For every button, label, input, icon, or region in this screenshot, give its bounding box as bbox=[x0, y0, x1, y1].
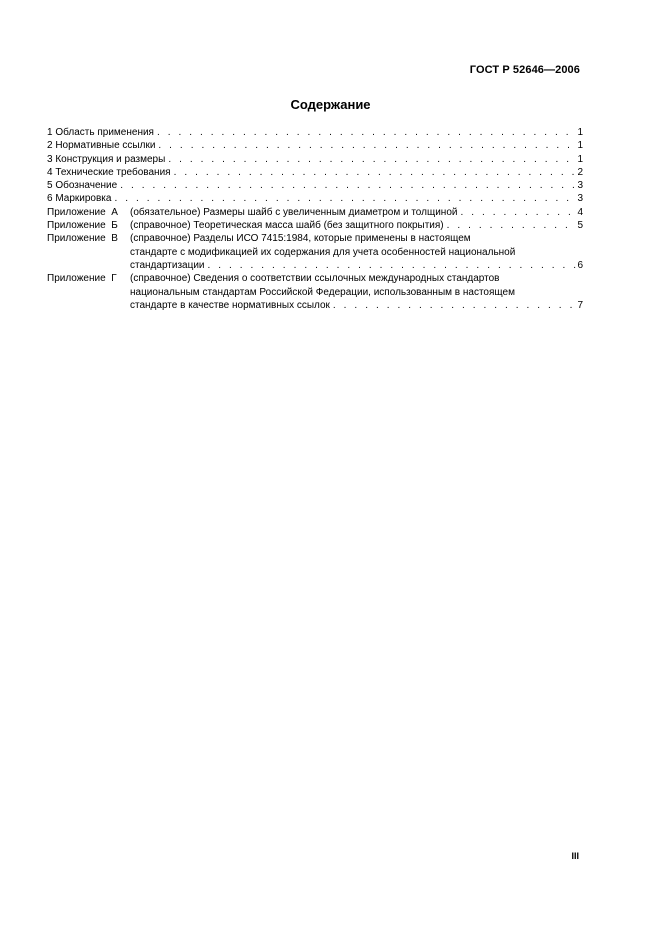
appendix-title-line: (справочное) Разделы ИСО 7415:1984, которые применены в настоящем bbox=[130, 233, 471, 245]
toc-entry-label: 5 Обозначение bbox=[47, 180, 118, 192]
toc-entry-appendix-a[interactable] bbox=[47, 206, 583, 219]
toc-entry-page: 6 bbox=[577, 259, 583, 271]
toc-entry-section-6[interactable] bbox=[47, 192, 583, 205]
toc-entry-section-5[interactable] bbox=[47, 179, 583, 192]
table-of-contents bbox=[47, 126, 583, 312]
toc-entry-label: 3 Конструкция и размеры bbox=[47, 153, 166, 165]
dot-leader bbox=[111, 192, 576, 205]
toc-entry-label: 4 Технические требования bbox=[47, 166, 171, 178]
dot-leader bbox=[330, 299, 577, 312]
toc-entry-label: 1 Область применения bbox=[47, 127, 154, 138]
dot-leader bbox=[155, 139, 576, 152]
appendix-title-line: стандарте в качестве нормативных ссылок bbox=[130, 299, 330, 311]
toc-entry-page: 1 bbox=[577, 153, 583, 165]
toc-entry-appendix-v[interactable] bbox=[47, 232, 583, 272]
toc-entry-page: 1 bbox=[577, 140, 583, 152]
toc-entry-section-3[interactable] bbox=[47, 153, 583, 166]
appendix-title: (обязательное) Размеры шайб с увеличенным диаметром и толщиной bbox=[130, 206, 458, 218]
page-folio: III bbox=[571, 851, 579, 861]
dot-leader bbox=[171, 166, 577, 179]
dot-leader bbox=[117, 179, 576, 192]
toc-entry-section-4[interactable] bbox=[47, 166, 583, 179]
appendix-prefix: Приложение Б bbox=[47, 220, 121, 232]
toc-entry-section-1[interactable] bbox=[47, 126, 583, 139]
toc-entry-page: 4 bbox=[577, 206, 583, 218]
toc-entry-page: 3 bbox=[577, 193, 583, 205]
toc-entry-label: 6 Маркировка bbox=[47, 193, 112, 205]
appendix-prefix: Приложение Г bbox=[47, 273, 120, 285]
dot-leader bbox=[457, 206, 576, 219]
appendix-prefix: Приложение В bbox=[47, 233, 121, 245]
toc-entry-page: 3 bbox=[577, 180, 583, 192]
toc-entry-page: 7 bbox=[577, 299, 583, 311]
appendix-title: (справочное) Теоретическая масса шайб (без защитного покрытия) bbox=[130, 220, 444, 232]
appendix-title-line: национальным стандартам Российской Федерации, использованным в настоящем bbox=[130, 286, 515, 298]
appendix-title-line: стандарте с модификацией их содержания для учета особенностей национальной bbox=[130, 246, 516, 258]
toc-entry-appendix-b[interactable] bbox=[47, 219, 583, 232]
appendix-title-line: стандартизации bbox=[130, 259, 205, 271]
appendix-prefix: Приложение А bbox=[47, 206, 121, 218]
toc-entry-page: 1 bbox=[577, 127, 583, 138]
dot-leader bbox=[165, 153, 576, 166]
standard-number: ГОСТ Р 52646—2006 bbox=[469, 64, 580, 76]
toc-entry-page: 2 bbox=[577, 166, 583, 178]
appendix-title-line: (справочное) Сведения о соответствии ссылочных международных стандартов bbox=[130, 273, 500, 285]
dot-leader bbox=[205, 259, 577, 272]
toc-entry-appendix-g[interactable] bbox=[47, 272, 583, 312]
dot-leader bbox=[444, 219, 577, 232]
toc-entry-section-2[interactable] bbox=[47, 139, 583, 152]
toc-entry-page: 5 bbox=[577, 220, 583, 232]
dot-leader bbox=[154, 126, 576, 139]
toc-entry-label: 2 Нормативные ссылки bbox=[47, 140, 156, 152]
toc-title: Содержание bbox=[290, 97, 371, 112]
